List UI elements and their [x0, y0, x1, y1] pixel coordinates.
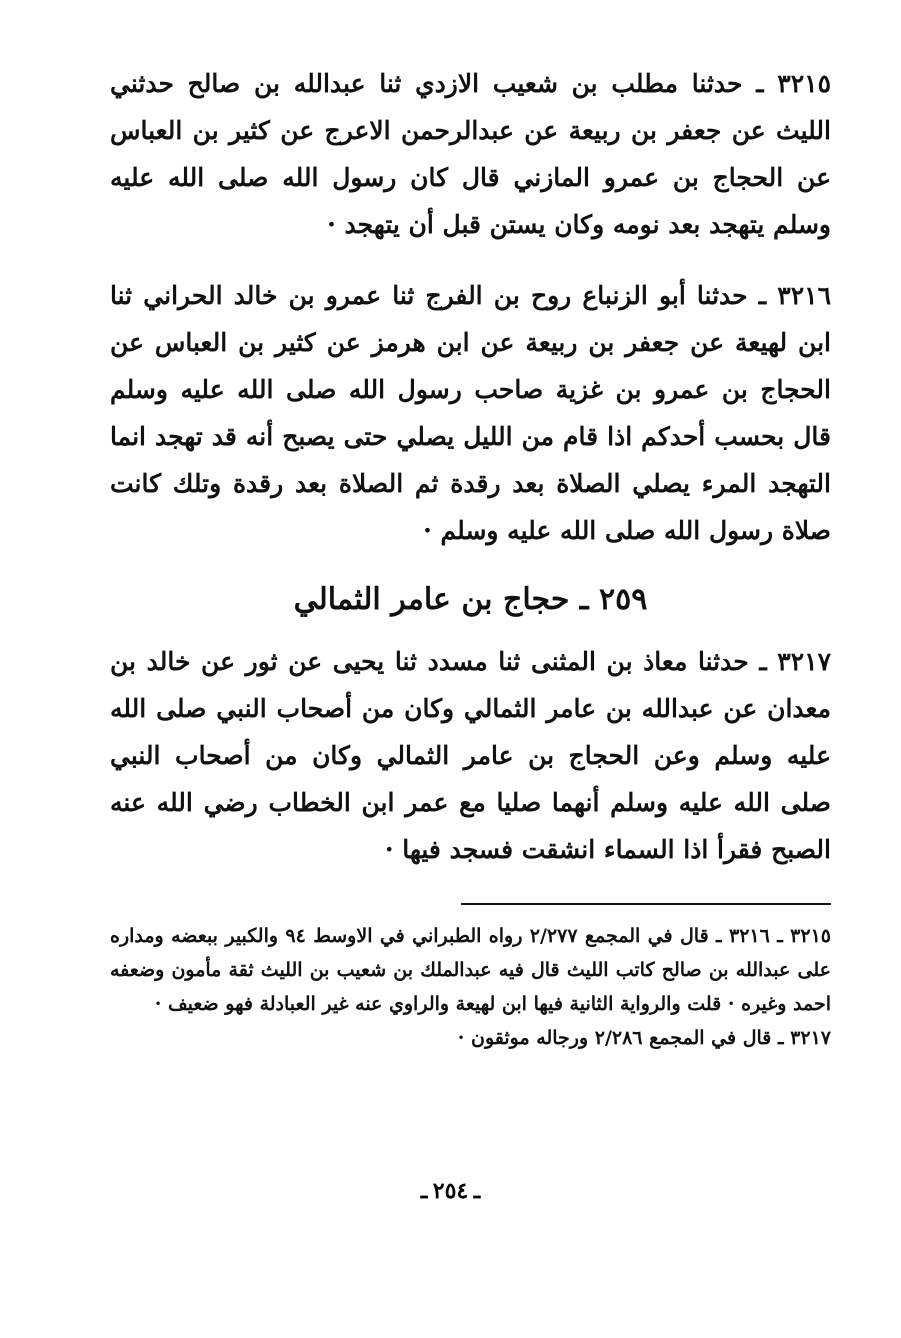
footnote-divider — [461, 903, 831, 905]
chapter-title: ٢٥٩ ـ حجاج بن عامر الثمالي — [293, 582, 648, 617]
footnote-3215-3216: ٣٢١٥ ـ ٣٢١٦ ـ قال في المجمع ٢/٢٧٧ رواه الطبراني في الاوسط ٩٤ والكبير ببعضه ومداره على عبدالله بن صالح كاتب الليث قال فيه عبدالملك بن شعيب بن الليث ثقة مأمون وضعفه احمد وغيره · قلت والرواية الثانية فيها ابن لهيعة والراوي عنه غير العبادلة فهو ضعيف · — [110, 925, 831, 1015]
footnotes — [110, 919, 831, 1055]
hadith-3216: ٣٢١٦ ـ حدثنا أبو الزنباع روح بن الفرج ثنا عمرو بن خالد الحراني ثنا ابن لهيعة عن جعفر بن ربيعة عن ابن هرمز عن كثير بن العباس عن الحجاج بن عمرو بن غزية صاحب رسول الله صلى الله عليه وسلم قال بحسب أحدكم اذا قام من الليل يصلي حتى يصبح أنه قد تهجد انما التهجد المرء يصلي الصلاة بعد رقدة ثم الصلاة بعد رقدة وتلك كانت صلاة رسول الله صلى الله عليه وسلم · — [110, 281, 831, 545]
page-number: ـ ٢٥٤ ـ — [420, 1178, 481, 1203]
footnote-3217: ٣٢١٧ ـ قال في المجمع ٢/٢٨٦ ورجاله موثقون · — [457, 1027, 831, 1049]
hadith-3217: ٣٢١٧ ـ حدثنا معاذ بن المثنى ثنا مسدد ثنا يحيى عن ثور عن خالد بن معدان عن عبدالله بن عامر الثمالي وكان من أصحاب النبي صلى الله عليه وسلم وعن الحجاج بن عامر الثمالي وكان من أصحاب النبي صلى الله عليه وسلم أنهما صليا مع عمر ابن الخطاب رضي الله عنه الصبح فقرأ اذا السماء انشقت فسجد فيها · — [110, 647, 831, 864]
hadith-3215: ٣٢١٥ ـ حدثنا مطلب بن شعيب الازدي ثنا عبدالله بن صالح حدثني الليث عن جعفر بن ربيعة عن عبدالرحمن الاعرج عن كثير بن العباس عن الحجاج بن عمرو المازني قال كان رسول الله صلى الله عليه وسلم يتهجد بعد نومه وكان يستن قبل أن يتهجد · — [110, 69, 831, 239]
